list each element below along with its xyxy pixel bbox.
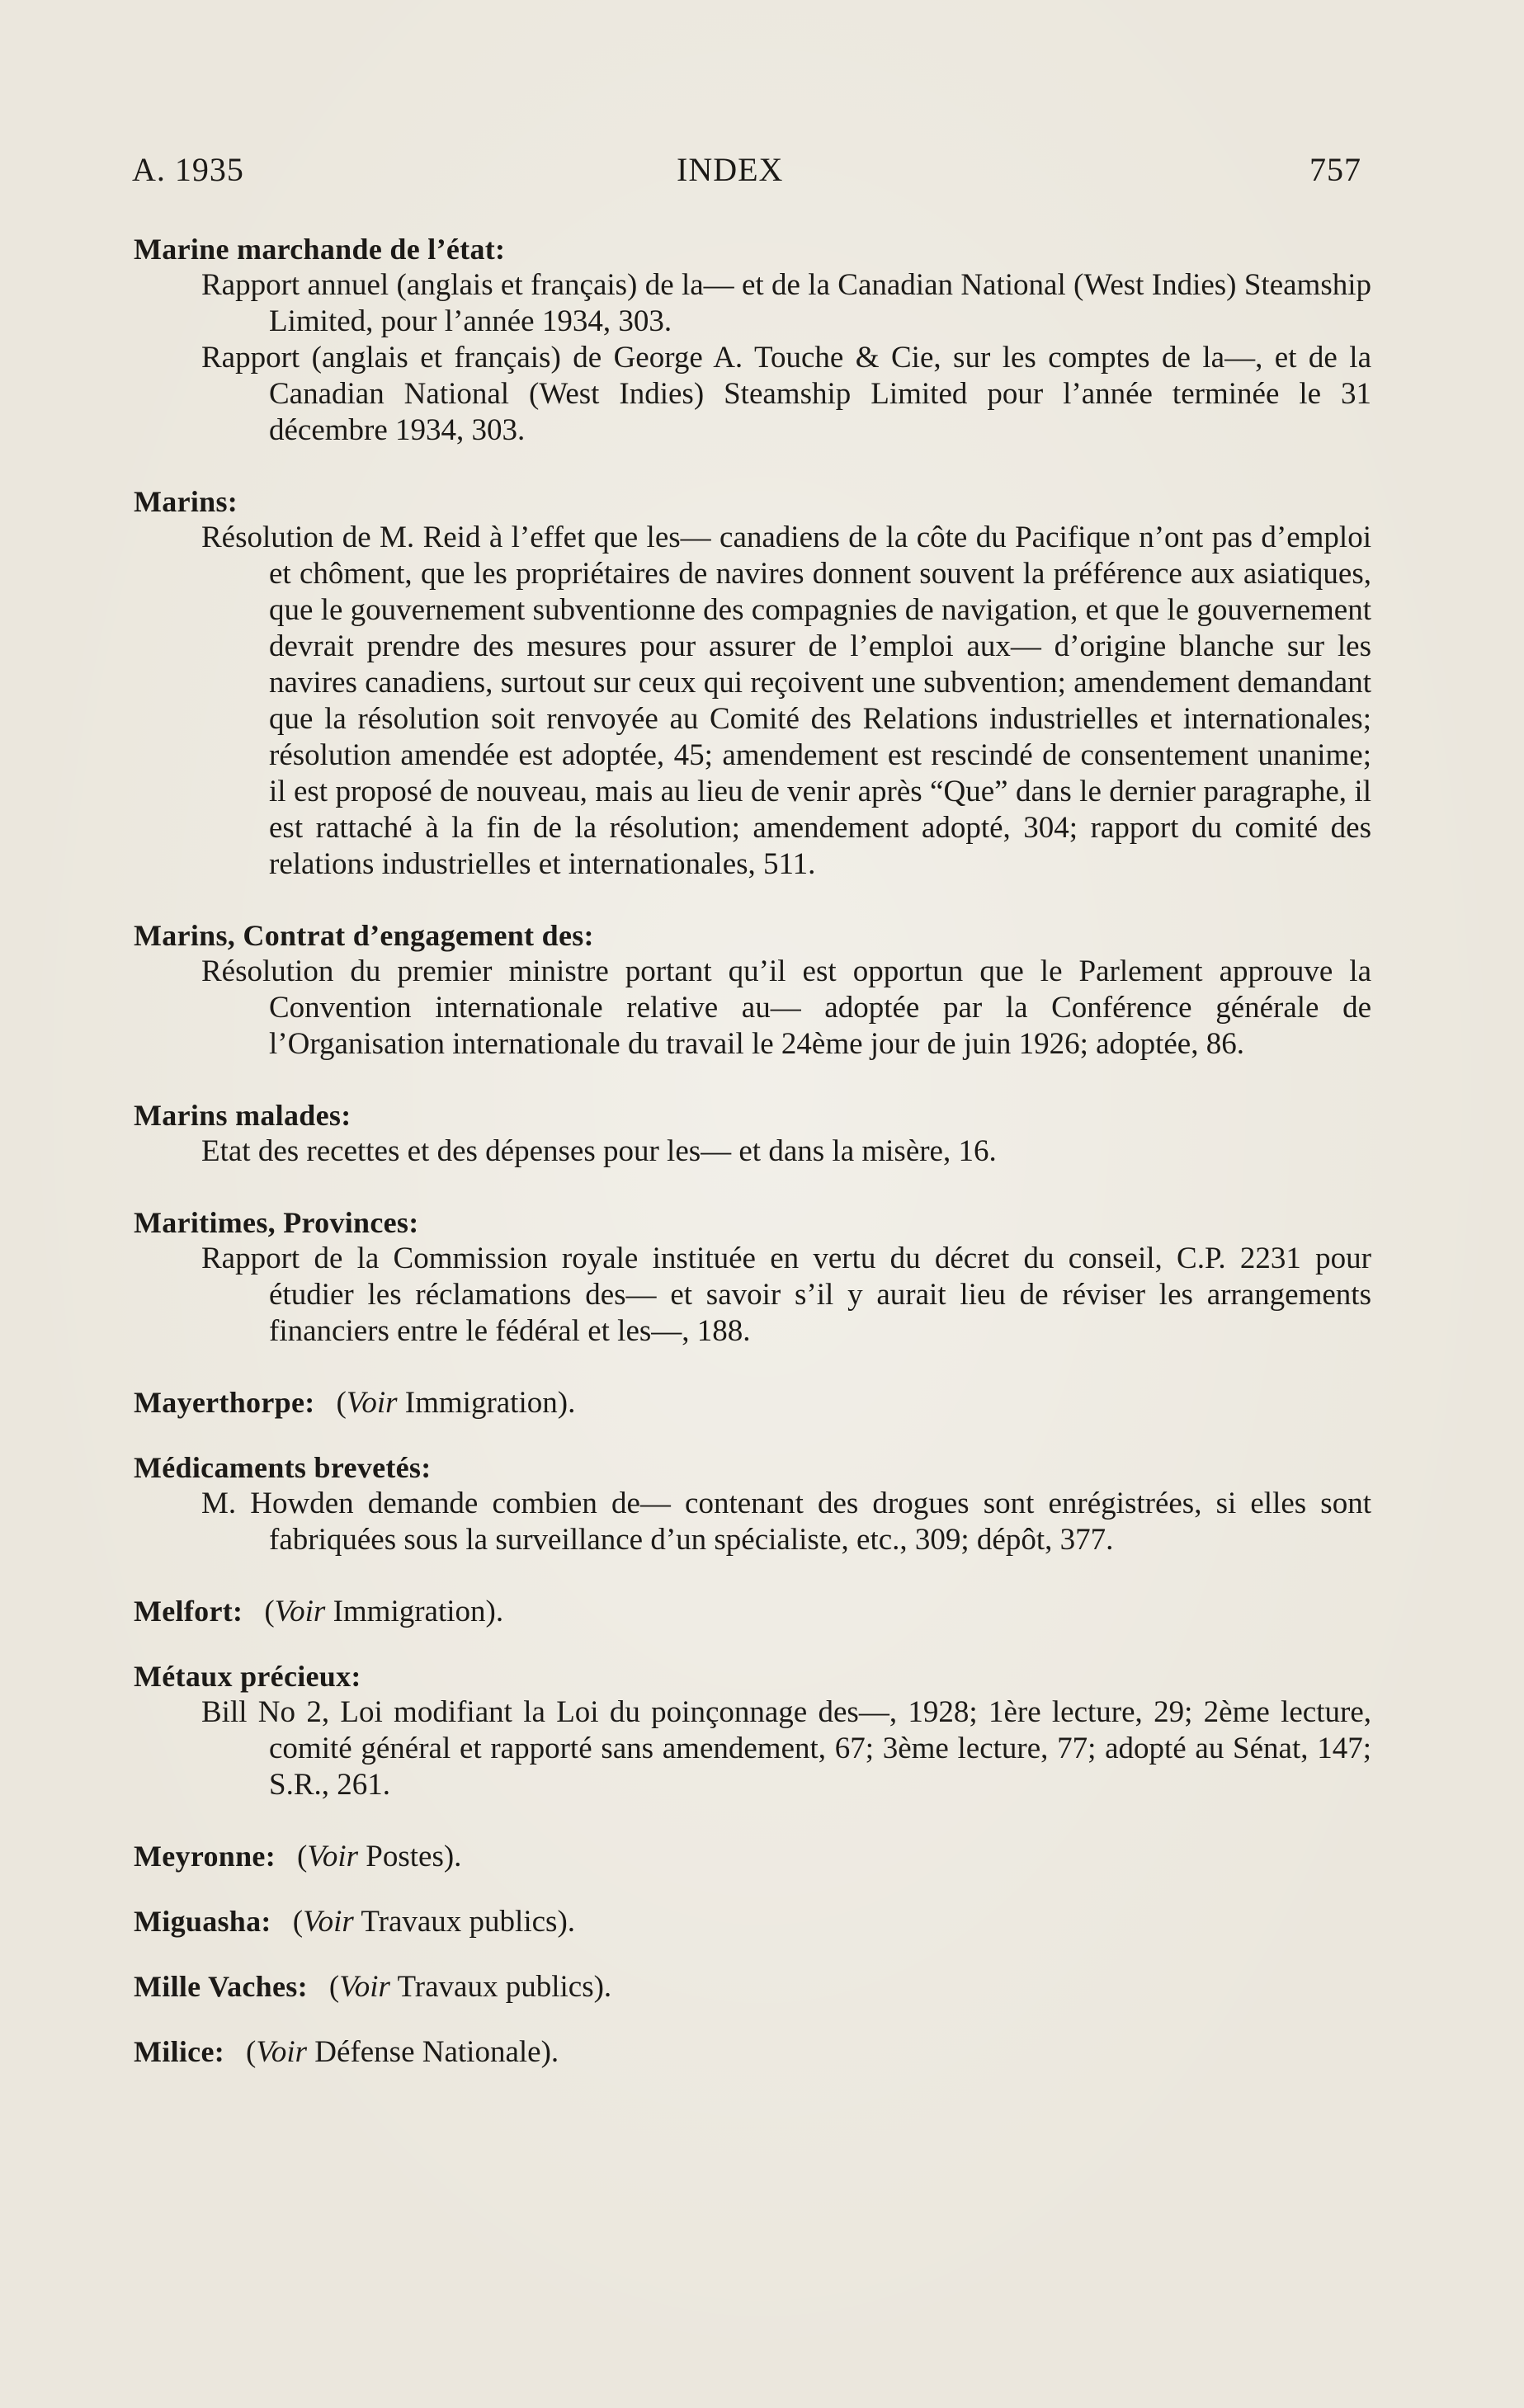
index-entry-miguasha <box>134 1903 1371 1940</box>
voir-label: Voir <box>346 1386 398 1420</box>
entry-heading: Marins malades: <box>134 1099 352 1132</box>
entry-heading: Melfort: <box>134 1595 243 1628</box>
cross-reference: (Voir Immigration). <box>264 1595 504 1628</box>
cross-reference-target: Défense Nationale <box>314 2035 541 2069</box>
entry-item: Bill No 2, Loi modifiant la Loi du poinçonnage des—, 1928; 1ère lecture, 29; 2ème lecture, comité général et rapporté sans amendement, 67; 3ème lecture, 77; adopté au Sénat, 147; S.R., 261. <box>201 1695 1371 1802</box>
entry-heading: Milice: <box>134 2035 225 2068</box>
cross-reference-target: Postes <box>366 1840 444 1873</box>
index-entry-medicaments <box>134 1449 1371 1558</box>
entry-heading: Médicaments brevetés: <box>134 1451 432 1484</box>
index-entry-marine-marchande <box>134 231 1371 449</box>
entry-item: Résolution du premier ministre portant qu’il est opportun que le Parlement approuve la Convention internationale relative au— adoptée par la Conférence générale de l’Organisation internationale du travail le 24ème jour de juin 1926; adoptée, 86. <box>201 954 1371 1061</box>
page-number: 757 <box>1309 151 1361 188</box>
entry-heading: Maritimes, Provinces: <box>134 1206 419 1239</box>
cross-reference-target: Travaux publics <box>361 1905 558 1939</box>
entry-heading: Marine marchande de l’état: <box>134 233 506 266</box>
entry-heading: Meyronne: <box>134 1840 276 1873</box>
index-entry-marins-malades <box>134 1097 1371 1170</box>
cross-reference: (Voir Immigration). <box>336 1386 576 1420</box>
header-year: A. 1935 <box>132 151 244 188</box>
cross-reference: (Voir Défense Nationale). <box>246 2035 559 2069</box>
cross-reference: (Voir Postes). <box>297 1840 462 1873</box>
index-entry-metaux <box>134 1658 1371 1803</box>
entry-heading: Mayerthorpe: <box>134 1386 315 1419</box>
voir-label: Voir <box>303 1905 354 1939</box>
voir-label: Voir <box>256 2035 308 2069</box>
cross-reference-target: Immigration <box>333 1595 486 1628</box>
entry-item: Rapport annuel (anglais et français) de la— et de la Canadian National (West Indies) Steamship Limited, pour l’année 1934, 303. <box>201 268 1371 338</box>
index-entry-meyronne <box>134 1838 1371 1875</box>
index-entry-marins <box>134 483 1371 883</box>
entry-item: Résolution de M. Reid à l’effet que les— canadiens de la côte du Pacifique n’ont pas d’emploi et chôment, que les propriétaires de navires donnent souvent la préférence aux asiatiques, que le gouvernement subventionne des compagnies de navigation, et que le gouvernement devrait prendre des mesures pour assurer de l’emploi aux— d’origine blanche sur les navires canadiens, surtout sur ceux qui reçoivent une subvention; amendement demandant que la résolution soit renvoyée au Comité des Relations industrielles et internationales; résolution amendée est adoptée, 45; amendement est rescindé de consentement unanime; il est proposé de nouveau, mais au lieu de venir après “Que” dans le dernier paragraphe, il est rattaché à la fin de la résolution; amendement adopté, 304; rapport du comité des relations industrielles et internationales, 511. <box>201 521 1371 881</box>
entry-item: Rapport de la Commission royale instituée en vertu du décret du conseil, C.P. 2231 pour étudier les réclamations des— et savoir s’il y aurait lieu de réviser les arrangements financiers entre le fédéral et les—, 188. <box>201 1242 1371 1348</box>
voir-label: Voir <box>274 1595 326 1628</box>
index-entry-mayerthorpe <box>134 1384 1371 1421</box>
entry-heading: Marins: <box>134 485 238 518</box>
cross-reference: (Voir Travaux publics). <box>328 1970 612 2004</box>
cross-reference: (Voir Travaux publics). <box>292 1905 576 1939</box>
voir-label: Voir <box>307 1840 359 1873</box>
cross-reference-target: Immigration <box>404 1386 558 1420</box>
index-entry-mille-vaches <box>134 1968 1371 2005</box>
index-entry-melfort <box>134 1593 1371 1630</box>
entry-heading: Mille Vaches: <box>134 1970 308 2003</box>
index-entry-marins-contrat <box>134 917 1371 1063</box>
cross-reference-target: Travaux publics <box>397 1970 594 2004</box>
page-header <box>132 150 1361 200</box>
index-entry-milice <box>134 2033 1371 2071</box>
entry-heading: Métaux précieux: <box>134 1660 361 1693</box>
header-title: INDEX <box>677 151 784 188</box>
entry-item: Etat des recettes et des dépenses pour les— et dans la misère, 16. <box>201 1134 997 1168</box>
entry-heading: Miguasha: <box>134 1905 271 1938</box>
index-body <box>134 231 1371 2099</box>
entry-item: M. Howden demande combien de— contenant des drogues sont enrégistrées, si elles sont fabriquées sous la surveillance d’un spécialiste, etc., 309; dépôt, 377. <box>201 1487 1371 1557</box>
entry-heading: Marins, Contrat d’engagement des: <box>134 919 594 952</box>
entry-item: Rapport (anglais et français) de George A. Touche & Cie, sur les comptes de la—, et de la Canadian National (West Indies) Steamship Limited pour l’année terminée le 31 décembre 1934, 303. <box>201 341 1371 447</box>
voir-label: Voir <box>339 1970 390 2004</box>
index-entry-maritimes <box>134 1204 1371 1350</box>
